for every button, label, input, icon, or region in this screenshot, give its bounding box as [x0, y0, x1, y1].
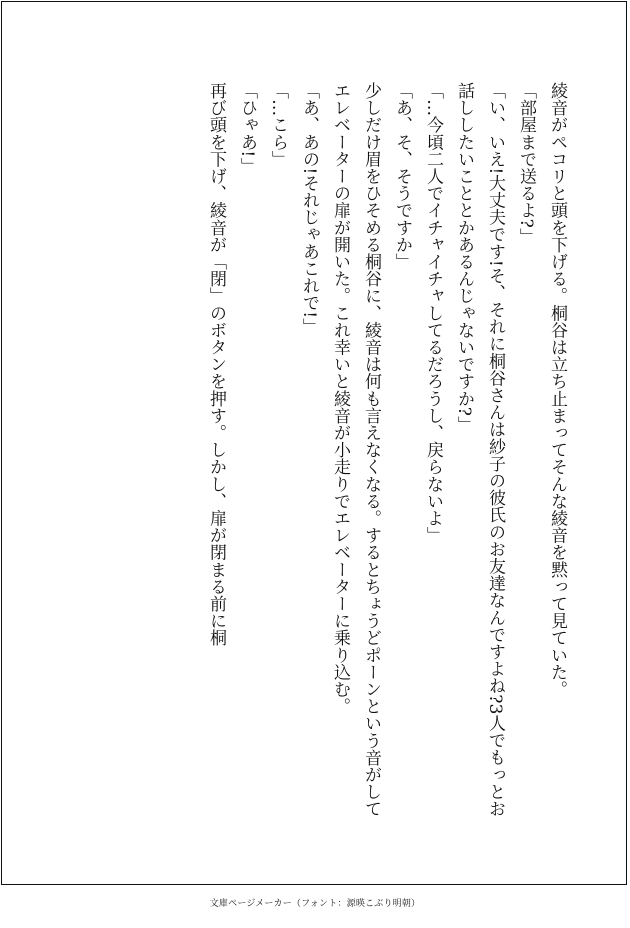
paragraph: 「あ、そ、そうですか」	[392, 82, 412, 271]
paragraph: 「ひゃあ!」	[237, 82, 257, 175]
paragraph: 少しだけ眉をひそめる桐谷に、綾音は何も言えなくなる。するとちょうどポーンという音がしてエレベーターの扉が開いた。これ幸いと綾音が小走りでエレベーターに乗り込む。	[330, 82, 381, 818]
paragraph: 綾音がペコリと頭を下げる。桐谷は立ち止まってそんな綾音を黙って見ていた。	[547, 82, 567, 698]
footer-credit: 文庫ページメーカー（フォント：源暎こぶり明朝）	[209, 899, 421, 909]
novel-body-text	[62, 82, 572, 827]
paragraph: 「…こら」	[268, 82, 288, 168]
paragraph: 「い、いえ!大丈夫です!そ、それに桐谷さんは紗子の彼氏のお友達なんですよね?3人でもっとお話ししたいこととかあるんじゃないですか?」	[454, 82, 505, 818]
paragraph: 「…今頃二人でイチャイチャしてるだろうし、戻らないよ」	[423, 82, 443, 544]
paragraph: 「部屋まで送るよ?」	[516, 82, 536, 246]
page-frame	[1, 1, 627, 885]
paragraph: 「あ、あの!それじゃあこれで!」	[299, 82, 319, 336]
paragraph: 再び頭を下げ、綾音が「閉」のボタンを押す。しかし、扉が閉まる前に桐	[206, 82, 226, 647]
